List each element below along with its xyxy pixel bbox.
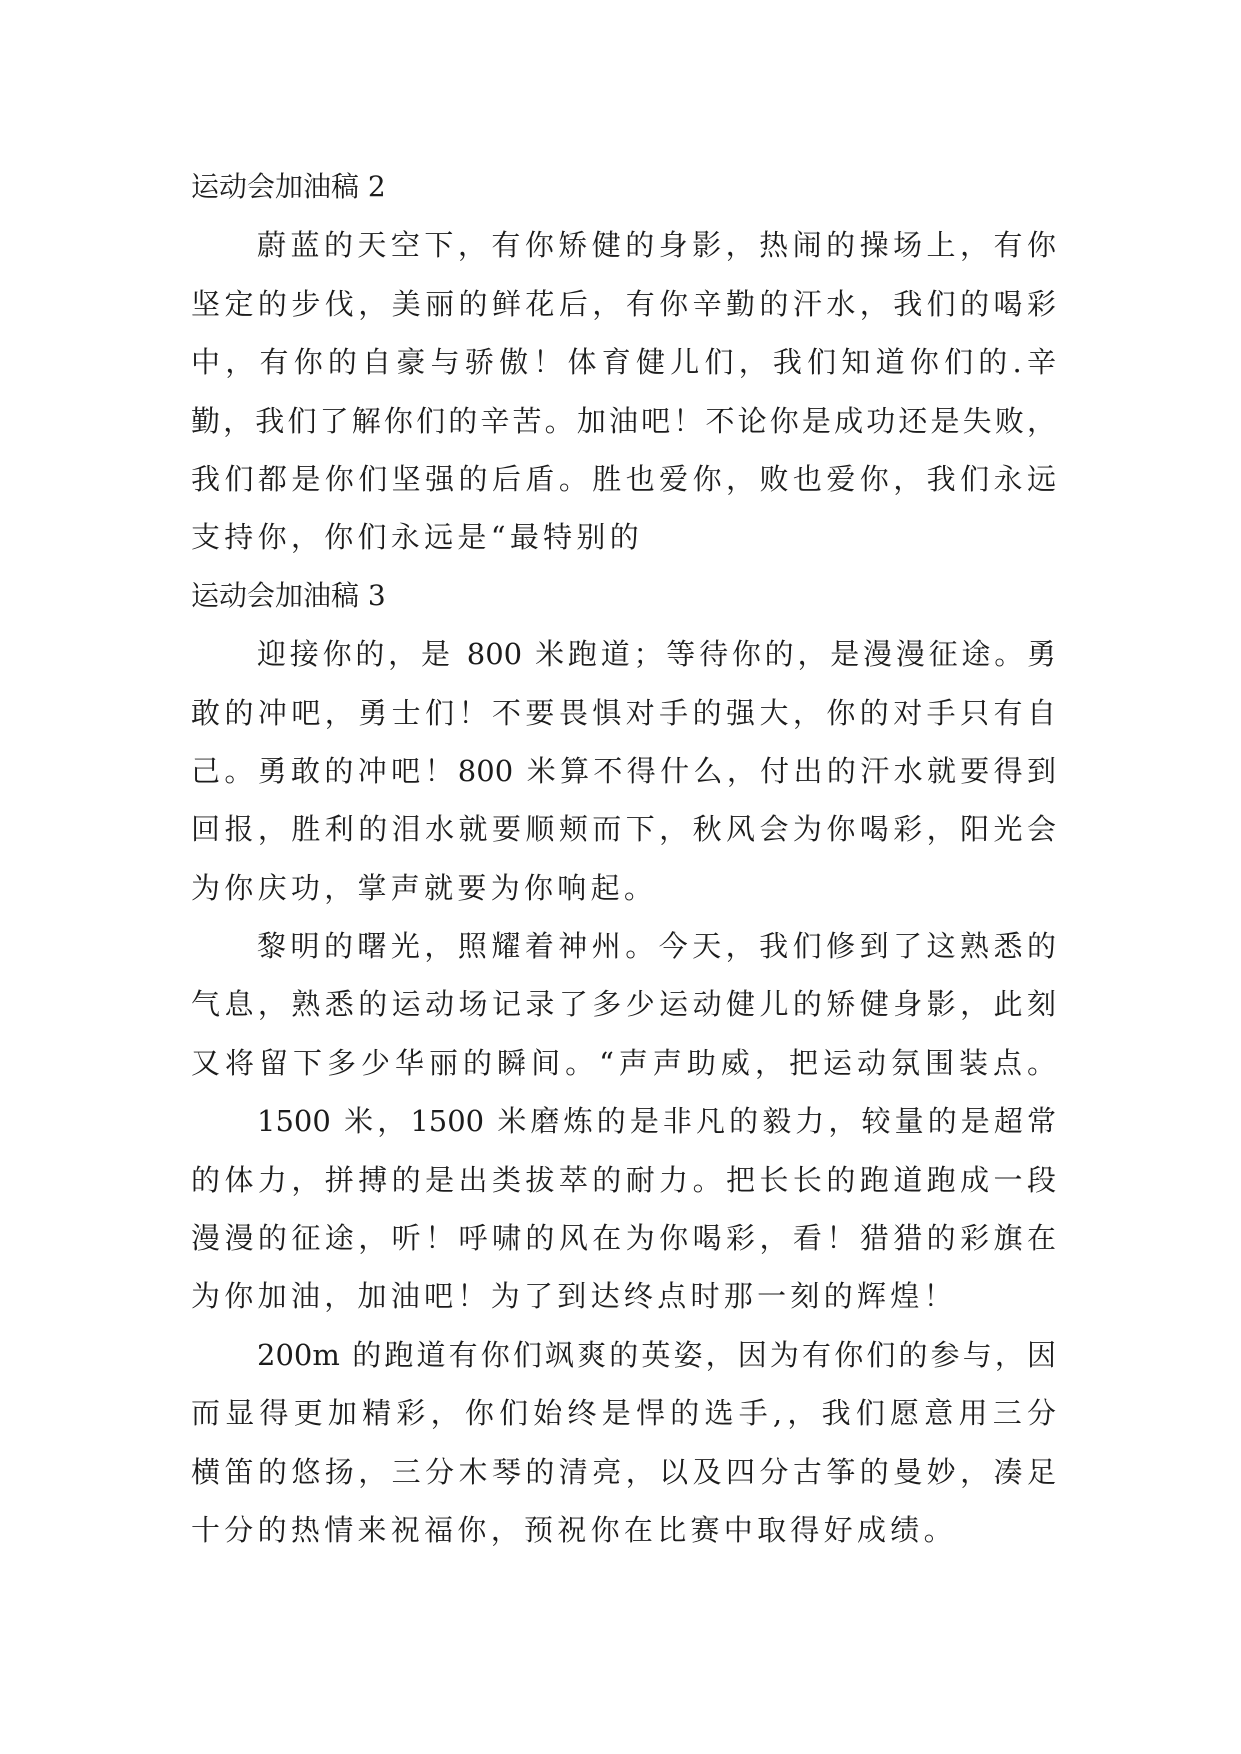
paragraph (191, 1326, 1056, 1560)
paragraph-line: 敢的冲吧，勇士们！不要畏惧对手的强大，你的对手只有自 (191, 695, 1056, 730)
paragraph-line: 我们都是你们坚强的后盾。胜也爱你，败也爱你，我们永远 (191, 461, 1056, 496)
paragraph-line: 中，有你的自豪与骄傲！体育健儿们，我们知道你们的.辛 (191, 345, 1056, 380)
paragraph-line: 漫漫的征途，听！呼啸的风在为你喝彩，看！猎猎的彩旗在 (191, 1221, 1056, 1256)
paragraph-line: 回报，胜利的泪水就要顺颊而下，秋风会为你喝彩，阳光会 (191, 812, 1056, 847)
paragraph-line: 迎接你的，是 800 米跑道；等待你的，是漫漫征途。勇 (257, 637, 1056, 672)
paragraph-line: 为你庆功，掌声就要为你响起。 (191, 870, 658, 905)
paragraph-line: 气息，熟悉的运动场记录了多少运动健儿的矫健身影，此刻 (191, 987, 1056, 1022)
paragraph-line: 勤，我们了解你们的辛苦。加油吧！不论你是成功还是失败， (191, 403, 1056, 438)
section (191, 158, 1056, 567)
paragraph-line: 十分的热情来祝福你，预祝你在比赛中取得好成绩。 (191, 1512, 957, 1547)
paragraph-line: 坚定的步伐，美丽的鲜花后，有你辛勤的汗水，我们的喝彩 (191, 286, 1056, 321)
paragraph-line: 1500 米，1500 米磨炼的是非凡的毅力，较量的是超常 (257, 1104, 1056, 1139)
paragraph-line: 为你加油，加油吧！为了到达终点时那一刻的辉煌！ (191, 1279, 957, 1314)
paragraph-line: 支持你，你们永远是“最特别的 (191, 520, 644, 555)
paragraph (191, 1092, 1056, 1326)
paragraph-line: 蔚蓝的天空下，有你矫健的身影，热闹的操场上，有你 (257, 228, 1056, 263)
paragraph-line: 又将留下多少华丽的瞬间。“声声助威，把运动氛围装点。 (191, 1045, 1056, 1080)
document-body (191, 158, 1056, 1559)
paragraph (191, 216, 1056, 566)
paragraph-line: 横笛的悠扬，三分木琴的清亮，以及四分古筝的曼妙，凑足 (191, 1454, 1056, 1489)
section-heading: 运动会加油稿 3 (191, 578, 386, 612)
paragraph-line: 的体力，拼搏的是出类拔萃的耐力。把长长的跑道跑成一段 (191, 1162, 1056, 1197)
section-heading: 运动会加油稿 2 (191, 170, 386, 203)
paragraph-line: 而显得更加精彩，你们始终是悍的选手,，我们愿意用三分 (191, 1396, 1056, 1431)
paragraph-line: 己。勇敢的冲吧！800 米算不得什么，付出的汗水就要得到 (191, 753, 1056, 788)
paragraph (191, 625, 1056, 917)
paragraph (191, 917, 1056, 1092)
section (191, 567, 1056, 1560)
paragraph-line: 200m 的跑道有你们飒爽的英姿，因为有你们的参与，因 (257, 1337, 1056, 1372)
paragraph-line: 黎明的曙光，照耀着神州。今天，我们修到了这熟悉的 (257, 929, 1056, 964)
